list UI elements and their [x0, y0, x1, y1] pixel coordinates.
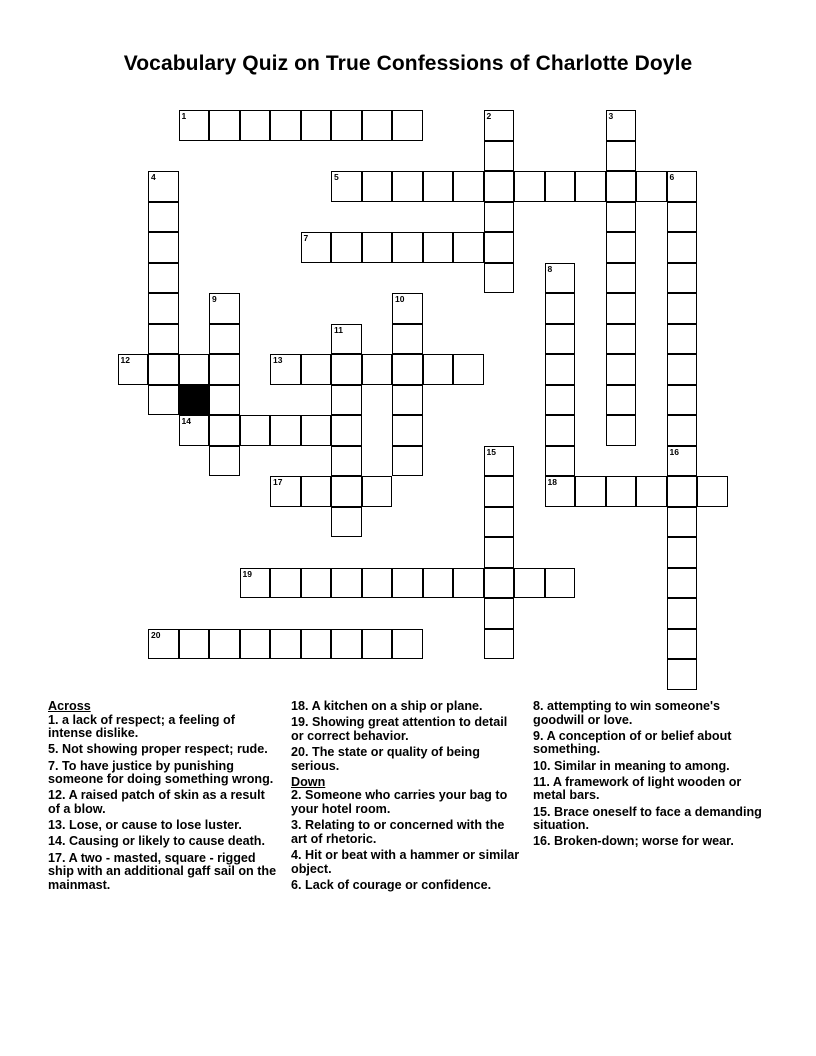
- grid-cell[interactable]: [301, 476, 332, 507]
- clue-number: 9: [212, 294, 217, 304]
- grid-cell[interactable]: [606, 476, 637, 507]
- clue-number: 3: [608, 111, 614, 121]
- grid-cell[interactable]: [606, 385, 637, 416]
- grid-cell[interactable]: [301, 354, 332, 385]
- grid-cell[interactable]: [331, 171, 362, 202]
- grid-cell[interactable]: [667, 232, 698, 263]
- grid-cell[interactable]: [545, 171, 576, 202]
- grid-cell[interactable]: [392, 324, 423, 355]
- clue-number: 7: [303, 233, 309, 243]
- grid-cell[interactable]: [331, 110, 362, 141]
- clue-label: 16.: [533, 834, 551, 849]
- grid-cell[interactable]: [545, 476, 576, 507]
- grid-cell[interactable]: [362, 232, 393, 263]
- grid-cell[interactable]: [392, 385, 423, 416]
- clue-number: 14: [181, 416, 191, 426]
- grid-cell[interactable]: [331, 354, 362, 385]
- grid-cell[interactable]: [606, 324, 637, 355]
- across-clue: [291, 716, 523, 743]
- across-clue-list: [48, 714, 280, 893]
- grid-cell[interactable]: [667, 446, 698, 477]
- clue-label: 8.: [533, 699, 544, 713]
- down-clue: [291, 849, 523, 876]
- grid-cell[interactable]: [606, 354, 637, 385]
- clue-label: 4.: [291, 847, 302, 862]
- grid-cell[interactable]: [209, 293, 240, 324]
- grid-cell[interactable]: [667, 659, 698, 690]
- grid-cell[interactable]: [514, 171, 545, 202]
- clue-text: A framework of light wooden or metal bars.: [533, 774, 742, 803]
- grid-cell[interactable]: [697, 476, 728, 507]
- down-clue: [533, 700, 765, 727]
- grid-cell[interactable]: [667, 171, 698, 202]
- grid-cell[interactable]: [667, 202, 698, 233]
- grid-cell[interactable]: [331, 568, 362, 599]
- grid-cell[interactable]: [362, 568, 393, 599]
- grid-cell[interactable]: [606, 415, 637, 446]
- grid-cell[interactable]: [331, 232, 362, 263]
- grid-cell[interactable]: [606, 202, 637, 233]
- grid-cell[interactable]: [209, 446, 240, 477]
- grid-cell[interactable]: [545, 263, 576, 294]
- grid-cell[interactable]: [606, 141, 637, 172]
- clue-text: A raised patch of skin as a result of a blow.: [48, 788, 265, 816]
- grid-cell[interactable]: [667, 293, 698, 324]
- clue-label: 2.: [291, 788, 302, 803]
- grid-cell[interactable]: [148, 263, 179, 294]
- clue-number: 10: [395, 294, 405, 304]
- clue-label: 12.: [48, 788, 66, 803]
- across-clue: [48, 789, 280, 816]
- grid-cell[interactable]: [667, 476, 698, 507]
- grid-cell[interactable]: [179, 110, 210, 141]
- clue-text: The state or quality of being serious.: [291, 744, 480, 773]
- grid-cell[interactable]: [667, 598, 698, 629]
- grid-cell[interactable]: [362, 171, 393, 202]
- across-clue: [48, 835, 280, 849]
- grid-cell[interactable]: [545, 385, 576, 416]
- down-clue-list-continued: [533, 700, 765, 849]
- clue-label: 7.: [48, 758, 59, 773]
- down-clue: [533, 806, 765, 833]
- clue-number: 16: [669, 446, 679, 457]
- grid-cell[interactable]: [423, 171, 454, 202]
- grid-cell[interactable]: [240, 415, 271, 446]
- grid-cell[interactable]: [423, 568, 454, 599]
- down-clue: [533, 835, 765, 849]
- grid-cell[interactable]: [484, 141, 515, 172]
- grid-cell[interactable]: [148, 293, 179, 324]
- clue-text: Causing or likely to cause death.: [69, 834, 265, 849]
- across-clue-list-continued: [291, 700, 523, 773]
- grid-cell[interactable]: [209, 324, 240, 355]
- clue-number: 12: [120, 355, 130, 365]
- grid-cell[interactable]: [545, 415, 576, 446]
- across-clue: [291, 746, 523, 773]
- grid-cell[interactable]: [667, 629, 698, 660]
- grid-cell[interactable]: [392, 293, 423, 324]
- grid-cell[interactable]: [606, 171, 637, 202]
- clue-text: A kitchen on a ship or plane.: [311, 699, 483, 713]
- grid-cell[interactable]: [484, 476, 515, 507]
- grid-cell[interactable]: [301, 629, 332, 660]
- clue-label: 19.: [291, 715, 309, 730]
- grid-cell[interactable]: [392, 415, 423, 446]
- clue-label: 1.: [48, 712, 59, 727]
- grid-cell[interactable]: [667, 568, 698, 599]
- down-clue: [533, 730, 765, 757]
- across-clue: [48, 743, 280, 757]
- grid-cell[interactable]: [484, 598, 515, 629]
- clue-number: 20: [151, 629, 161, 640]
- grid-cell[interactable]: [545, 354, 576, 385]
- grid-cell[interactable]: [667, 415, 698, 446]
- grid-cell[interactable]: [484, 629, 515, 660]
- grid-cell[interactable]: [148, 202, 179, 233]
- grid-cell[interactable]: [484, 507, 515, 538]
- clue-label: 10.: [533, 758, 551, 773]
- grid-cell[interactable]: [331, 446, 362, 477]
- grid-cell[interactable]: [331, 324, 362, 355]
- grid-cell[interactable]: [484, 110, 515, 141]
- grid-cell[interactable]: [575, 476, 606, 507]
- clues-column-3: [533, 700, 765, 852]
- clue-number: 4: [151, 172, 156, 182]
- grid-cell[interactable]: [392, 568, 423, 599]
- grid-cell[interactable]: [148, 232, 179, 263]
- grid-cell[interactable]: [179, 415, 210, 446]
- clue-number: 19: [242, 568, 252, 579]
- grid-cell[interactable]: [240, 568, 271, 599]
- grid-cell[interactable]: [392, 354, 423, 385]
- grid-cell[interactable]: [362, 476, 393, 507]
- grid-cell[interactable]: [606, 232, 637, 263]
- grid-cell[interactable]: [484, 446, 515, 477]
- grid-cell[interactable]: [362, 354, 393, 385]
- grid-cell[interactable]: [270, 415, 301, 446]
- clue-text: Showing great attention to detail or correct behavior.: [291, 715, 508, 743]
- grid-cell[interactable]: [545, 568, 576, 599]
- grid-cell[interactable]: [514, 568, 545, 599]
- grid-cell[interactable]: [667, 354, 698, 385]
- grid-cell[interactable]: [453, 171, 484, 202]
- clue-text: Broken-down; worse for wear.: [554, 834, 734, 849]
- clue-number: 2: [486, 111, 492, 121]
- grid-cell[interactable]: [148, 171, 179, 202]
- grid-cell[interactable]: [453, 568, 484, 599]
- grid-cell[interactable]: [545, 446, 576, 477]
- clue-number: 11: [334, 324, 343, 335]
- clue-text: attempting to win someone's goodwill or love.: [533, 699, 721, 727]
- clue-text: A two - masted, square - rigged ship with an additional gaff sail on the mainmast.: [48, 850, 277, 892]
- grid-cell[interactable]: [423, 354, 454, 385]
- grid-cell[interactable]: [545, 293, 576, 324]
- clue-text: To have justice by punishing someone for doing something wrong.: [48, 758, 274, 787]
- clues-column-1: [48, 700, 280, 895]
- grid-cell[interactable]: [484, 232, 515, 263]
- grid-cell[interactable]: [636, 476, 667, 507]
- clue-text: A conception of or belief about something.: [533, 728, 732, 757]
- clue-text: Hit or beat with a hammer or similar object.: [291, 847, 520, 876]
- clue-label: 20.: [291, 744, 309, 759]
- clue-label: 5.: [48, 742, 59, 757]
- grid-cell[interactable]: [179, 629, 210, 660]
- clue-label: 13.: [48, 818, 66, 833]
- clue-label: 18.: [291, 699, 309, 713]
- clue-number: 1: [181, 111, 187, 121]
- clue-number: 5: [334, 172, 339, 182]
- grid-cell[interactable]: [118, 354, 149, 385]
- clue-label: 14.: [48, 834, 66, 849]
- grid-cell[interactable]: [667, 263, 698, 294]
- grid-cell[interactable]: [636, 171, 667, 202]
- clue-label: 17.: [48, 850, 66, 865]
- grid-cell[interactable]: [301, 110, 332, 141]
- grid-cell[interactable]: [392, 629, 423, 660]
- grid-cell[interactable]: [453, 232, 484, 263]
- grid-cell[interactable]: [209, 629, 240, 660]
- grid-cell[interactable]: [575, 171, 606, 202]
- across-heading: Across: [48, 699, 91, 713]
- down-clue-list: [291, 789, 523, 892]
- grid-cell[interactable]: [270, 354, 301, 385]
- down-clue: [533, 760, 765, 774]
- grid-cell[interactable]: [148, 354, 179, 385]
- clue-number: 6: [669, 172, 675, 182]
- clue-label: 6.: [291, 877, 302, 892]
- grid-cell[interactable]: [209, 415, 240, 446]
- grid-cell[interactable]: [270, 476, 301, 507]
- grid-cell[interactable]: [209, 385, 240, 416]
- grid-cell[interactable]: [301, 568, 332, 599]
- grid-cell[interactable]: [270, 110, 301, 141]
- grid-cell[interactable]: [606, 263, 637, 294]
- grid-cell[interactable]: [484, 202, 515, 233]
- across-clue: [48, 819, 280, 833]
- across-clue: [48, 852, 280, 893]
- down-clue: [291, 819, 523, 846]
- grid-cell[interactable]: [209, 354, 240, 385]
- grid-cell[interactable]: [392, 446, 423, 477]
- grid-cell[interactable]: [484, 568, 515, 599]
- across-clue: [48, 714, 280, 741]
- clue-text: Brace oneself to face a demanding situation.: [533, 804, 762, 833]
- clue-label: 15.: [533, 804, 551, 819]
- black-cell: [179, 385, 210, 416]
- clue-text: Relating to or concerned with the art of rhetoric.: [291, 818, 505, 846]
- down-clue: [291, 879, 523, 893]
- grid-cell[interactable]: [148, 324, 179, 355]
- grid-cell[interactable]: [209, 110, 240, 141]
- grid-cell[interactable]: [667, 537, 698, 568]
- clue-label: 9.: [533, 728, 544, 743]
- grid-cell[interactable]: [240, 110, 271, 141]
- grid-cell[interactable]: [545, 324, 576, 355]
- clue-text: Not showing proper respect; rude.: [62, 742, 268, 757]
- grid-cell[interactable]: [362, 110, 393, 141]
- grid-cell[interactable]: [331, 385, 362, 416]
- grid-cell[interactable]: [270, 568, 301, 599]
- clue-text: Someone who carries your bag to your hotel room.: [291, 788, 508, 816]
- grid-cell[interactable]: [331, 629, 362, 660]
- clue-number: 17: [273, 477, 283, 487]
- grid-cell[interactable]: [179, 354, 210, 385]
- grid-cell[interactable]: [453, 354, 484, 385]
- grid-cell[interactable]: [484, 263, 515, 294]
- grid-cell[interactable]: [423, 232, 454, 263]
- clue-number: 15: [486, 446, 496, 457]
- clue-number: 8: [547, 263, 553, 274]
- clue-number: 18: [547, 477, 557, 487]
- grid-cell[interactable]: [667, 385, 698, 416]
- down-clue: [533, 776, 765, 803]
- page-title: Vocabulary Quiz on True Confessions of Charlotte Doyle: [123, 52, 693, 75]
- grid-cell[interactable]: [148, 385, 179, 416]
- clue-label: 3.: [291, 818, 302, 833]
- grid-cell[interactable]: [331, 507, 362, 538]
- across-clue: [291, 700, 523, 714]
- grid-cell[interactable]: [331, 476, 362, 507]
- grid-cell[interactable]: [148, 629, 179, 660]
- clue-text: Lose, or cause to lose luster.: [69, 818, 242, 833]
- grid-cell[interactable]: [240, 629, 271, 660]
- clue-text: a lack of respect; a feeling of intense dislike.: [48, 712, 235, 741]
- clue-text: Similar in meaning to among.: [554, 758, 730, 773]
- grid-cell[interactable]: [392, 232, 423, 263]
- grid-cell[interactable]: [362, 629, 393, 660]
- grid-cell[interactable]: [606, 110, 637, 141]
- down-heading: Down: [291, 774, 326, 789]
- clue-label: 11.: [533, 774, 550, 789]
- clues-column-2: [291, 700, 523, 895]
- across-clue: [48, 760, 280, 787]
- grid-cell[interactable]: [331, 415, 362, 446]
- grid-cell[interactable]: [606, 293, 637, 324]
- clue-text: Lack of courage or confidence.: [305, 877, 492, 892]
- clue-number: 13: [273, 355, 283, 365]
- grid-cell[interactable]: [301, 415, 332, 446]
- grid-cell[interactable]: [667, 507, 698, 538]
- grid-cell[interactable]: [484, 537, 515, 568]
- grid-cell[interactable]: [667, 324, 698, 355]
- grid-cell[interactable]: [270, 629, 301, 660]
- grid-cell[interactable]: [392, 171, 423, 202]
- grid-cell[interactable]: [484, 171, 515, 202]
- grid-cell[interactable]: [392, 110, 423, 141]
- down-clue: [291, 789, 523, 816]
- grid-cell[interactable]: [301, 232, 332, 263]
